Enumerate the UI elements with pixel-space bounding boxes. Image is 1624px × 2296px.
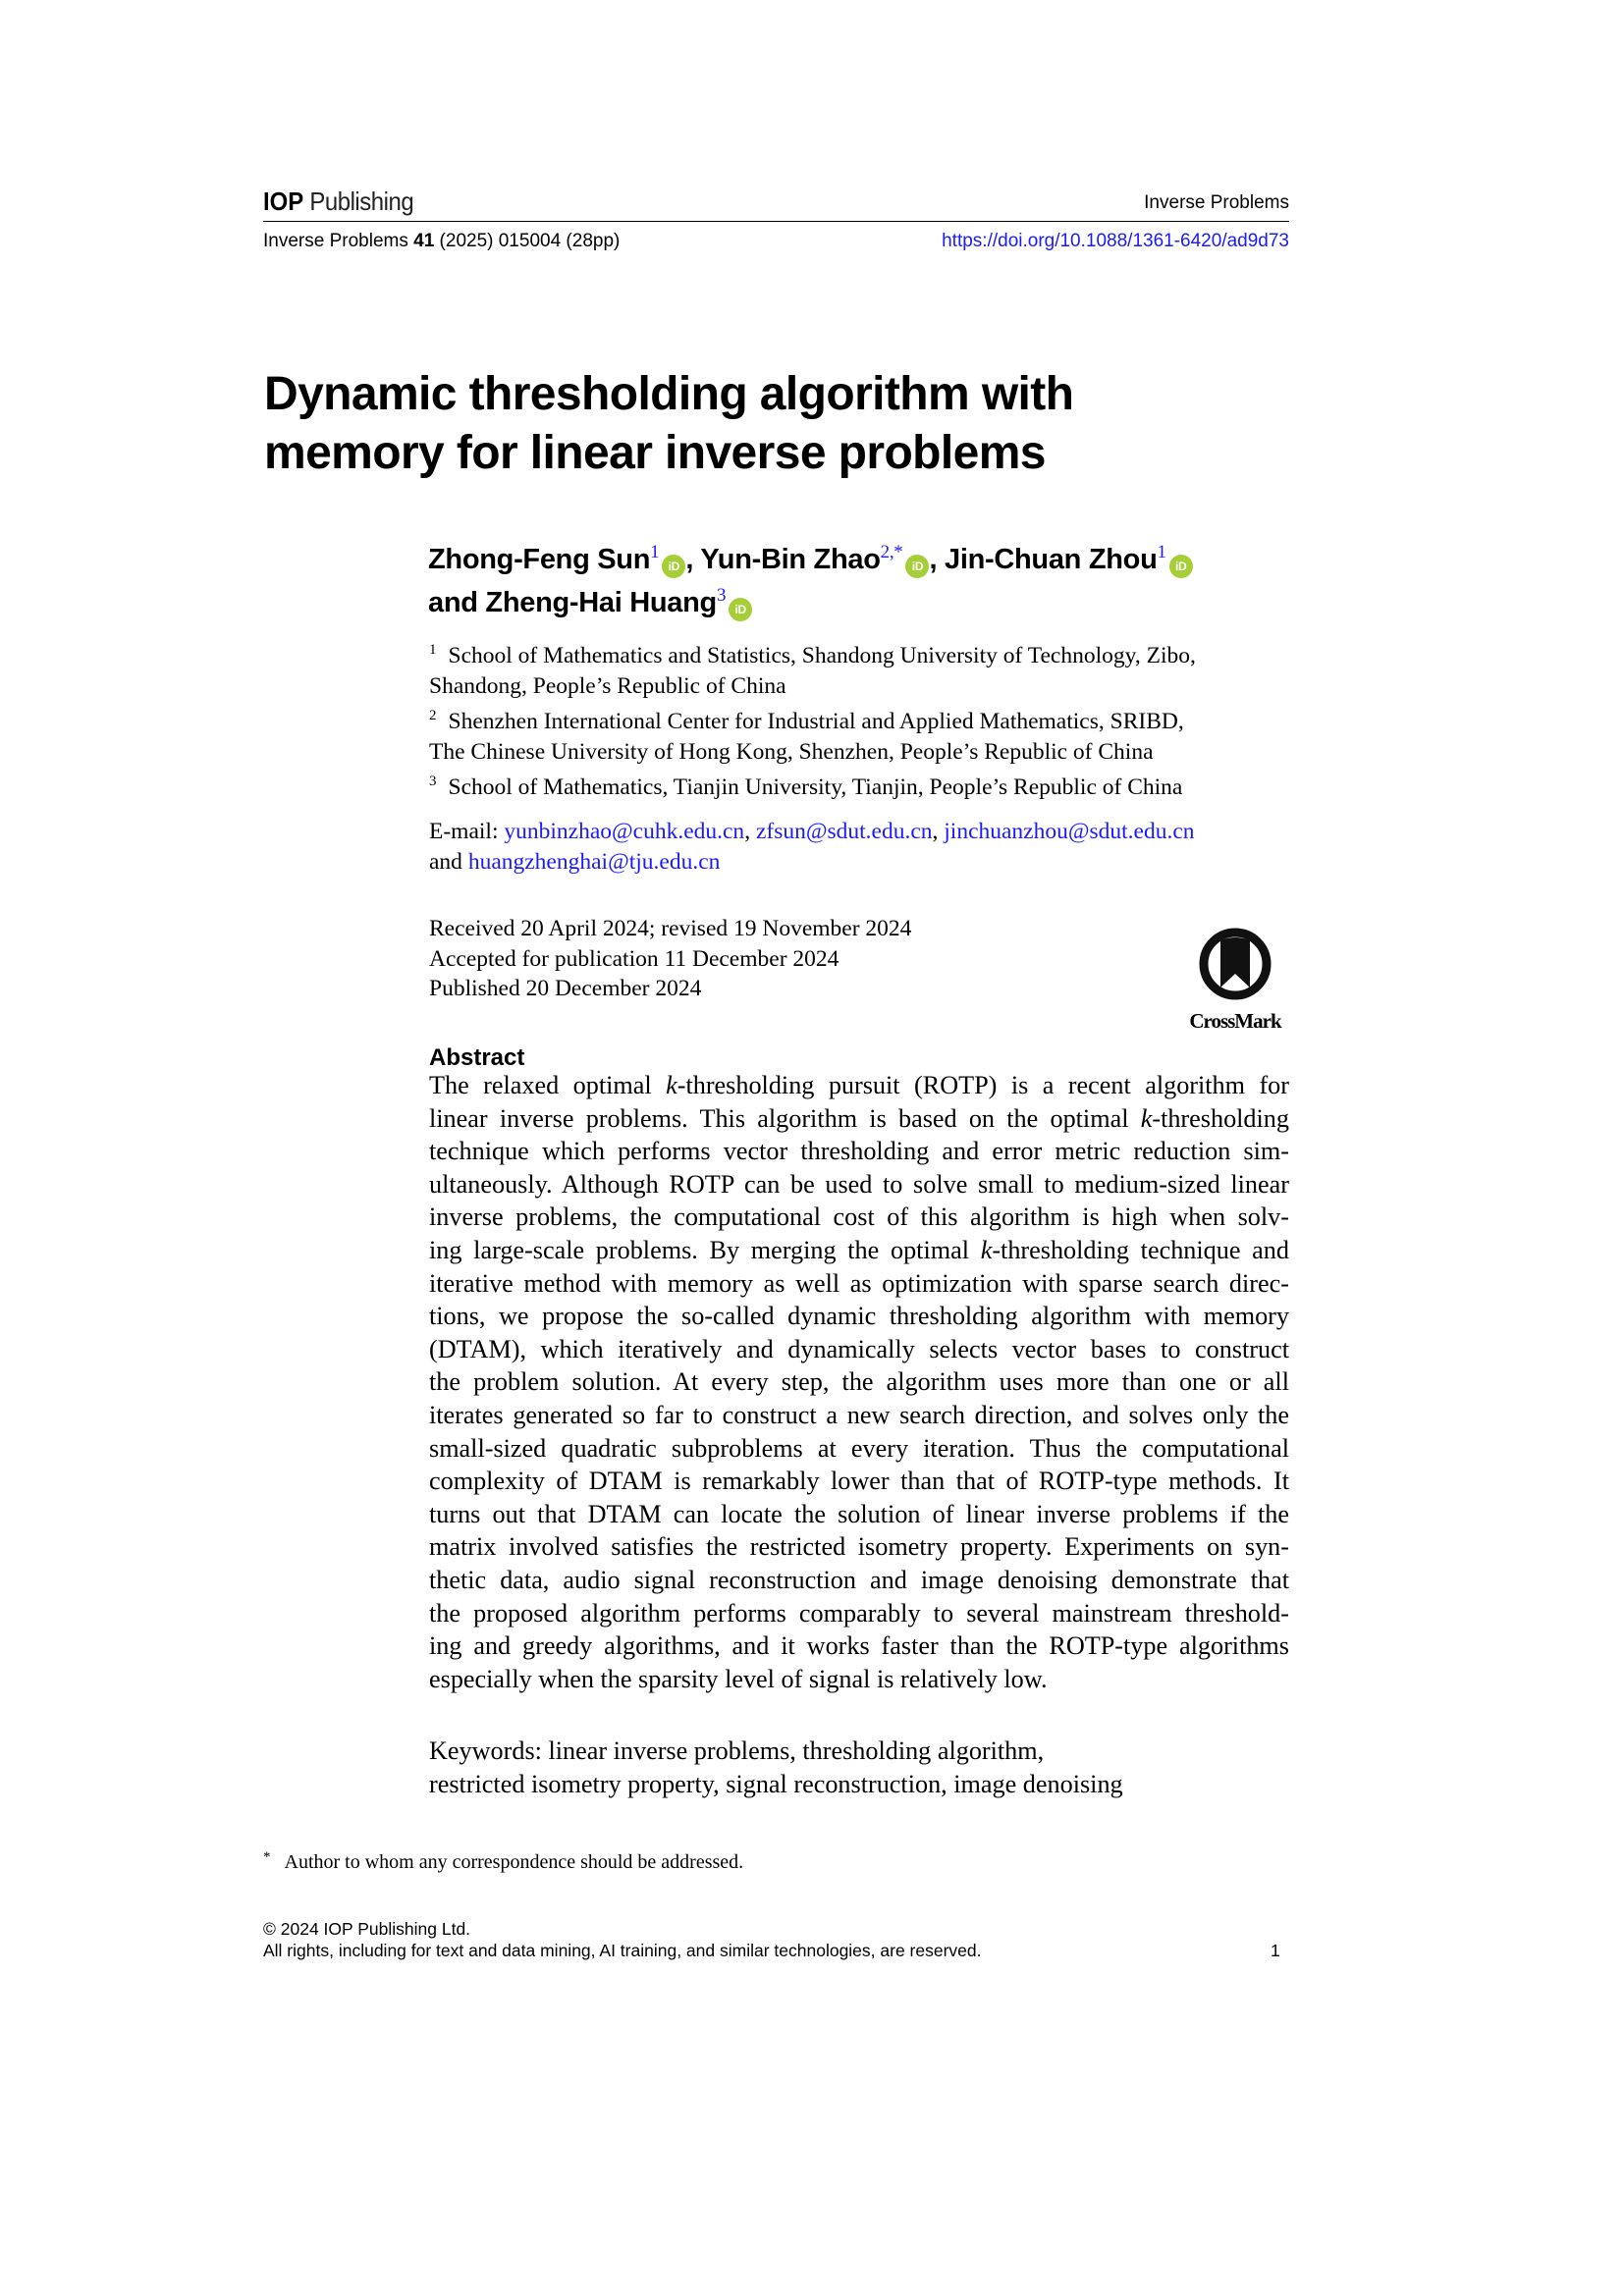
author-separator: , <box>685 544 701 575</box>
author-name: Jin-Chuan Zhou <box>945 544 1158 575</box>
author-line-1 <box>428 535 1292 578</box>
received-date: Received 20 April 2024; revised 19 November 2024 <box>429 916 912 941</box>
email-separator: , <box>744 819 756 844</box>
email-separator: , <box>932 819 945 844</box>
publisher-logo-bold: IOP <box>263 187 304 216</box>
author-affiliation-marker[interactable]: 1 <box>1157 542 1166 562</box>
journal-name: Inverse Problems <box>1144 192 1289 213</box>
paper-title-line-1: Dynamic thresholding algorithm with <box>264 368 1074 420</box>
abstract-line: complexity of DTAM is remarkably lower than that of ROTP-type methods. It <box>429 1467 1289 1496</box>
author-separator: , <box>929 544 945 575</box>
footnote-marker: * <box>263 1849 271 1865</box>
citation-volume: 41 <box>413 231 435 251</box>
abstract-line: the proposed algorithm performs comparably to several mainstream threshold- <box>429 1598 1289 1628</box>
affiliation-text: Shenzhen International Center for Industrial and Applied Mathematics, SRIBD, <box>448 709 1184 734</box>
crossmark-label: CrossMark <box>1189 1009 1281 1033</box>
email-link[interactable]: huangzhenghai@tju.edu.cn <box>467 848 721 875</box>
author-affiliation-marker[interactable]: 3 <box>716 585 727 606</box>
email-link[interactable]: yunbinzhao@cuhk.edu.cn <box>504 819 745 844</box>
affiliations <box>429 635 1293 803</box>
abstract-line: technique which performs vector thresholding and error metric reduction sim- <box>429 1137 1289 1166</box>
author-name: Zhong-Feng Sun <box>428 544 651 575</box>
abstract-line: iterative method with memory as well as optimization with sparse search direc- <box>429 1268 1289 1298</box>
author-name: and Zheng-Hai Huang <box>428 587 717 618</box>
abstract-line: small-sized quadratic subproblems at every iteration. Thus the computational <box>429 1433 1289 1463</box>
affiliation-3 <box>429 767 1293 803</box>
email-line-2 <box>429 847 1313 878</box>
doi-link[interactable]: https://doi.org/10.1088/1361-6420/ad9d73 <box>942 231 1289 251</box>
abstract-line: especially when the sparsity level of signal is relatively low. <box>429 1664 1048 1693</box>
affiliation-number: 2 <box>429 708 437 723</box>
abstract-line: linear inverse problems. This algorithm is based on the optimal k-thresholding <box>429 1103 1289 1133</box>
orcid-icon[interactable]: iD <box>905 555 929 578</box>
publisher-logo-text: Publishing <box>303 187 414 216</box>
page-number: 1 <box>1271 1941 1280 1960</box>
abstract-body <box>429 1069 1289 1695</box>
header-rule <box>263 221 1289 222</box>
keywords-label: Keywords: <box>429 1736 549 1765</box>
email-link[interactable]: jinchuanzhou@sdut.edu.cn <box>944 819 1195 844</box>
affiliation-2 <box>429 701 1293 737</box>
affiliation-text: School of Mathematics, Tianjin University, Tianjin, People’s Republic of China <box>448 774 1183 800</box>
affiliation-number: 1 <box>429 642 437 658</box>
italic-variable: k <box>980 1235 993 1264</box>
abstract-line: ing and greedy algorithms, and it works faster than the ROTP-type algorithms <box>429 1631 1289 1661</box>
author-line-2 <box>428 578 1292 621</box>
citation-details: (2025) 015004 (28pp) <box>434 231 621 251</box>
abstract-line: iterates generated so far to construct a new search direction, and solves only the <box>429 1400 1289 1429</box>
copyright-notice: © 2024 IOP Publishing Ltd. <box>263 1919 471 1939</box>
affiliation-number: 3 <box>429 774 437 789</box>
abstract-line: the problem solution. At every step, the algorithm uses more than one or all <box>429 1367 1289 1397</box>
keywords <box>429 1735 1289 1800</box>
abstract-line: turns out that DTAM can locate the solution of linear inverse problems if the <box>429 1499 1289 1528</box>
abstract-line: matrix involved satisfies the restricted isometry property. Experiments on syn- <box>429 1532 1289 1562</box>
citation <box>263 230 620 253</box>
abstract-line: (DTAM), which iteratively and dynamically selects vector bases to construct <box>429 1334 1289 1363</box>
abstract-line: inverse problems, the computational cost of this algorithm is high when solv- <box>429 1202 1289 1232</box>
abstract-line: ultaneously. Although ROTP can be used to solve small to medium-sized linear <box>429 1169 1289 1199</box>
email-block <box>429 817 1313 877</box>
affiliation-text: School of Mathematics and Statistics, Shandong University of Technology, Zibo, <box>448 643 1196 668</box>
crossmark-badge[interactable] <box>1183 925 1287 1042</box>
abstract-heading: Abstract <box>429 1044 525 1071</box>
email-line-1 <box>429 817 1313 847</box>
affiliation-2-cont: The Chinese University of Hong Kong, Shenzhen, People’s Republic of China <box>429 738 1154 765</box>
author-affiliation-marker[interactable]: 2,* <box>880 542 903 562</box>
publication-dates <box>429 914 1116 1004</box>
author-list <box>428 535 1292 621</box>
published-date: Published 20 December 2024 <box>429 976 702 1001</box>
affiliation-1 <box>429 635 1293 671</box>
author-name: Yun-Bin Zhao <box>700 544 881 575</box>
keywords-line-1 <box>429 1735 1289 1768</box>
correspondence-footnote <box>263 1845 743 1874</box>
abstract-line: thetic data, audio signal reconstruction and image denoising demonstrate that <box>429 1565 1289 1594</box>
keywords-line-2: restricted isometry property, signal reconstruction, image denoising <box>429 1769 1123 1798</box>
accepted-date: Accepted for publication 11 December 2024 <box>429 945 839 972</box>
author-affiliation-marker[interactable]: 1 <box>650 542 660 562</box>
footnote-text: Author to whom any correspondence should be addressed. <box>284 1851 744 1873</box>
abstract-line: The relaxed optimal k-thresholding pursuit (ROTP) is a recent algorithm for <box>429 1071 1289 1099</box>
paper-title <box>264 365 1285 483</box>
email-label: E-mail: <box>429 819 505 844</box>
keywords-text: linear inverse problems, thresholding algorithm, <box>548 1736 1045 1765</box>
rights-notice: All rights, including for text and data mining, AI training, and similar technologies, are reserved. <box>263 1941 982 1960</box>
email-and: and <box>429 848 468 875</box>
abstract-line: ing large-scale problems. By merging the optimal k-thresholding technique and <box>429 1235 1289 1264</box>
citation-journal: Inverse Problems <box>263 231 414 251</box>
email-link[interactable]: zfsun@sdut.edu.cn <box>755 819 933 844</box>
orcid-icon[interactable]: iD <box>729 598 752 621</box>
abstract-line: tions, we propose the so-called dynamic thresholding algorithm with memory <box>429 1302 1289 1331</box>
italic-variable: k <box>666 1071 677 1099</box>
affiliation-1-cont: Shandong, People’s Republic of China <box>429 672 786 699</box>
orcid-icon[interactable]: iD <box>662 555 685 578</box>
paper-title-line-2: memory for linear inverse problems <box>264 427 1046 479</box>
publisher-logo <box>263 187 413 216</box>
orcid-icon[interactable]: iD <box>1169 555 1193 578</box>
crossmark-icon <box>1183 925 1287 1009</box>
italic-variable: k <box>1140 1103 1153 1133</box>
